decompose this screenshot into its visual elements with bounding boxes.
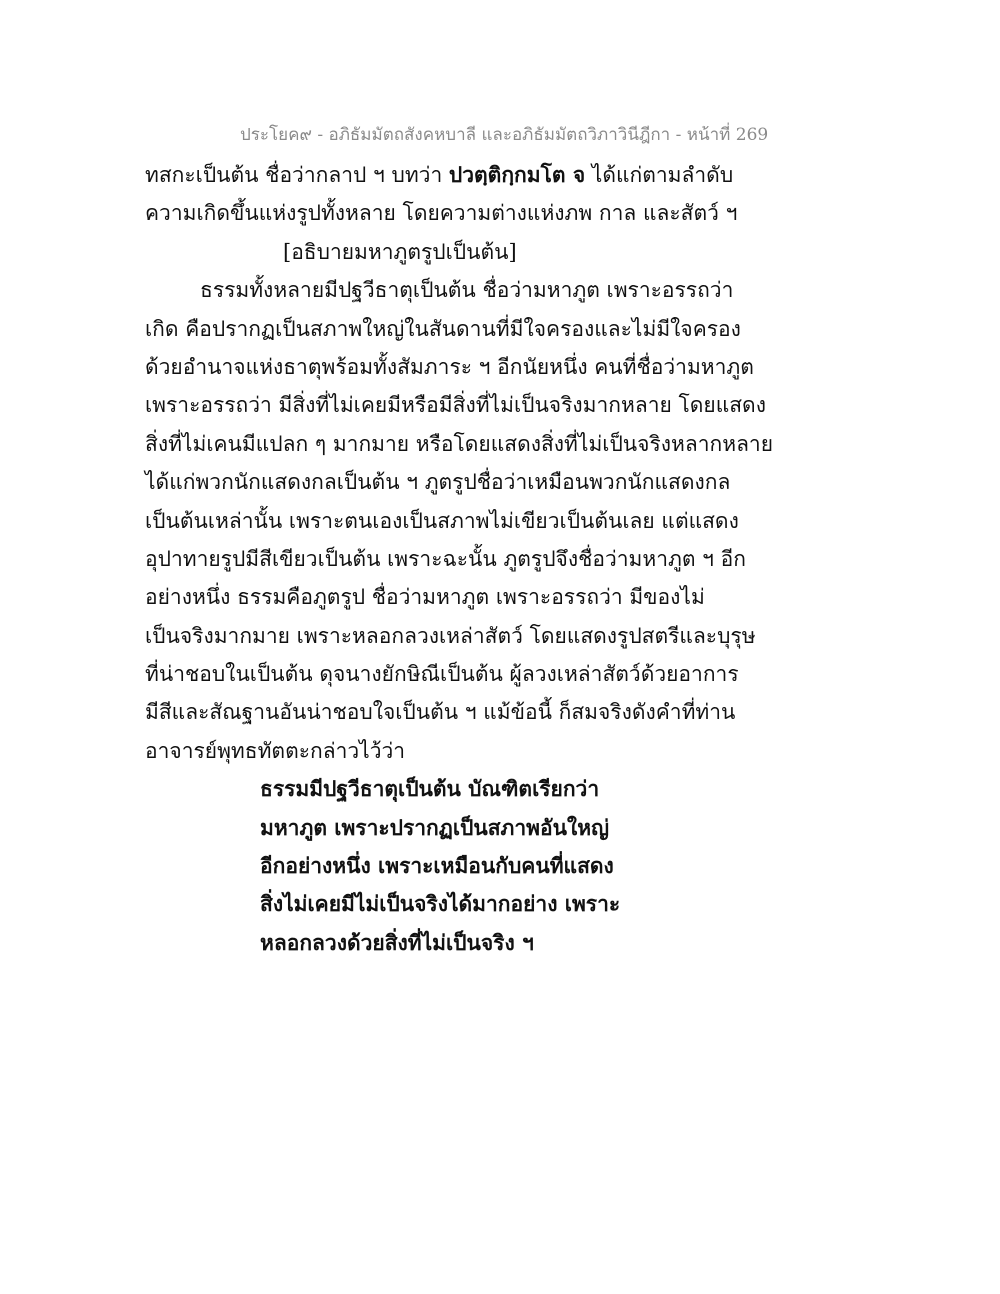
paragraph-line: ได้แก่พวกนักแสดงกลเป็นต้น ฯ ภูตรูปชื่อว่าเหมือนพวกนักแสดงกล — [145, 470, 731, 495]
paragraph-line: เป็นต้นเหล่านั้น เพราะตนเองเป็นสภาพไม่เขียวเป็นต้นเลย แต่แสดง — [145, 508, 739, 533]
paragraph-line: ที่น่าชอบในเป็นต้น ดุจนางยักษิณีเป็นต้น ผู้ลวงเหล่าสัตว์ด้วยอาการ — [145, 662, 739, 687]
paragraph-line: อาจารย์พุทธทัตตะกล่าวไว้ว่า — [145, 738, 406, 763]
paragraph-line: ธรรมทั้งหลายมีปฐวีธาตุเป็นต้น ชื่อว่ามหาภูต เพราะอรรถว่า — [200, 278, 734, 303]
paragraph-line — [145, 156, 745, 194]
verse-line: สิ่งไม่เคยมีไม่เป็นจริงได้มากอย่าง เพราะ — [260, 891, 621, 917]
section-heading: [อธิบายมหาภูตรูปเป็นต้น] — [283, 239, 517, 264]
paragraph-line: ด้วยอำนาจแห่งธาตุพร้อมทั้งสัมภาระ ฯ อีกนัยหนึ่ง คนที่ชื่อว่ามหาภูต — [145, 354, 754, 379]
running-header: ประโยค๙ - อภิธัมมัตถสังคหบาลี และอภิธัมมัตถวิภาวินีฎีกา - หน้าที่ 269 — [240, 125, 769, 145]
verse-line: หลอกลวงด้วยสิ่งที่ไม่เป็นจริง ฯ — [260, 929, 534, 955]
paragraph-line: สิ่งที่ไม่เคนมีแปลก ๆ มากมาย หรือโดยแสดงสิ่งที่ไม่เป็นจริงหลากหลาย — [145, 431, 774, 456]
paragraph-line: เกิด คือปรากฏเป็นสภาพใหญ่ในสันดานที่มีใจครองและไม่มีใจครอง — [145, 316, 741, 341]
text-run: ทสกะเป็นต้น ชื่อว่ากลาป ฯ บทว่า — [145, 163, 449, 187]
paragraph-line: อุปาทายรูปมีสีเขียวเป็นต้น เพราะฉะนั้น ภูตรูปจึงชื่อว่ามหาภูต ฯ อีก — [145, 546, 746, 571]
body-text — [145, 156, 774, 962]
paragraph-line: เพราะอรรถว่า มีสิ่งที่ไม่เคยมีหรือมีสิ่งที่ไม่เป็นจริงมากหลาย โดยแสดง — [145, 393, 766, 418]
paragraph-line: มีสีและสัณฐานอันน่าชอบใจเป็นต้น ฯ แม้ข้อนี้ ก็สมจริงดังคำที่ท่าน — [145, 700, 736, 725]
verse-line: ธรรมมีปฐวีธาตุเป็นต้น บัณฑิตเรียกว่า — [260, 776, 600, 802]
verse-line: มหาภูต เพราะปรากฏเป็นสภาพอันใหญ่ — [260, 814, 609, 840]
paragraph-line: ความเกิดขึ้นแห่งรูปทั้งหลาย โดยความต่างแห่งภพ กาล และสัตว์ ฯ — [145, 201, 738, 226]
verse-line: อีกอย่างหนึ่ง เพราะเหมือนกับคนที่แสดง — [260, 853, 614, 879]
paragraph-line: เป็นจริงมากมาย เพราะหลอกลวงเหล่าสัตว์ โดยแสดงรูปสตรีและบุรุษ — [145, 623, 756, 648]
paragraph-line: อย่างหนึ่ง ธรรมคือภูตรูป ชื่อว่ามหาภูต เพราะอรรถว่า มีของไม่ — [145, 585, 705, 610]
text-run: ได้แก่ตามลำดับ — [585, 163, 734, 187]
pali-term: ปวตฺติกฺกมโต จ — [448, 162, 586, 187]
